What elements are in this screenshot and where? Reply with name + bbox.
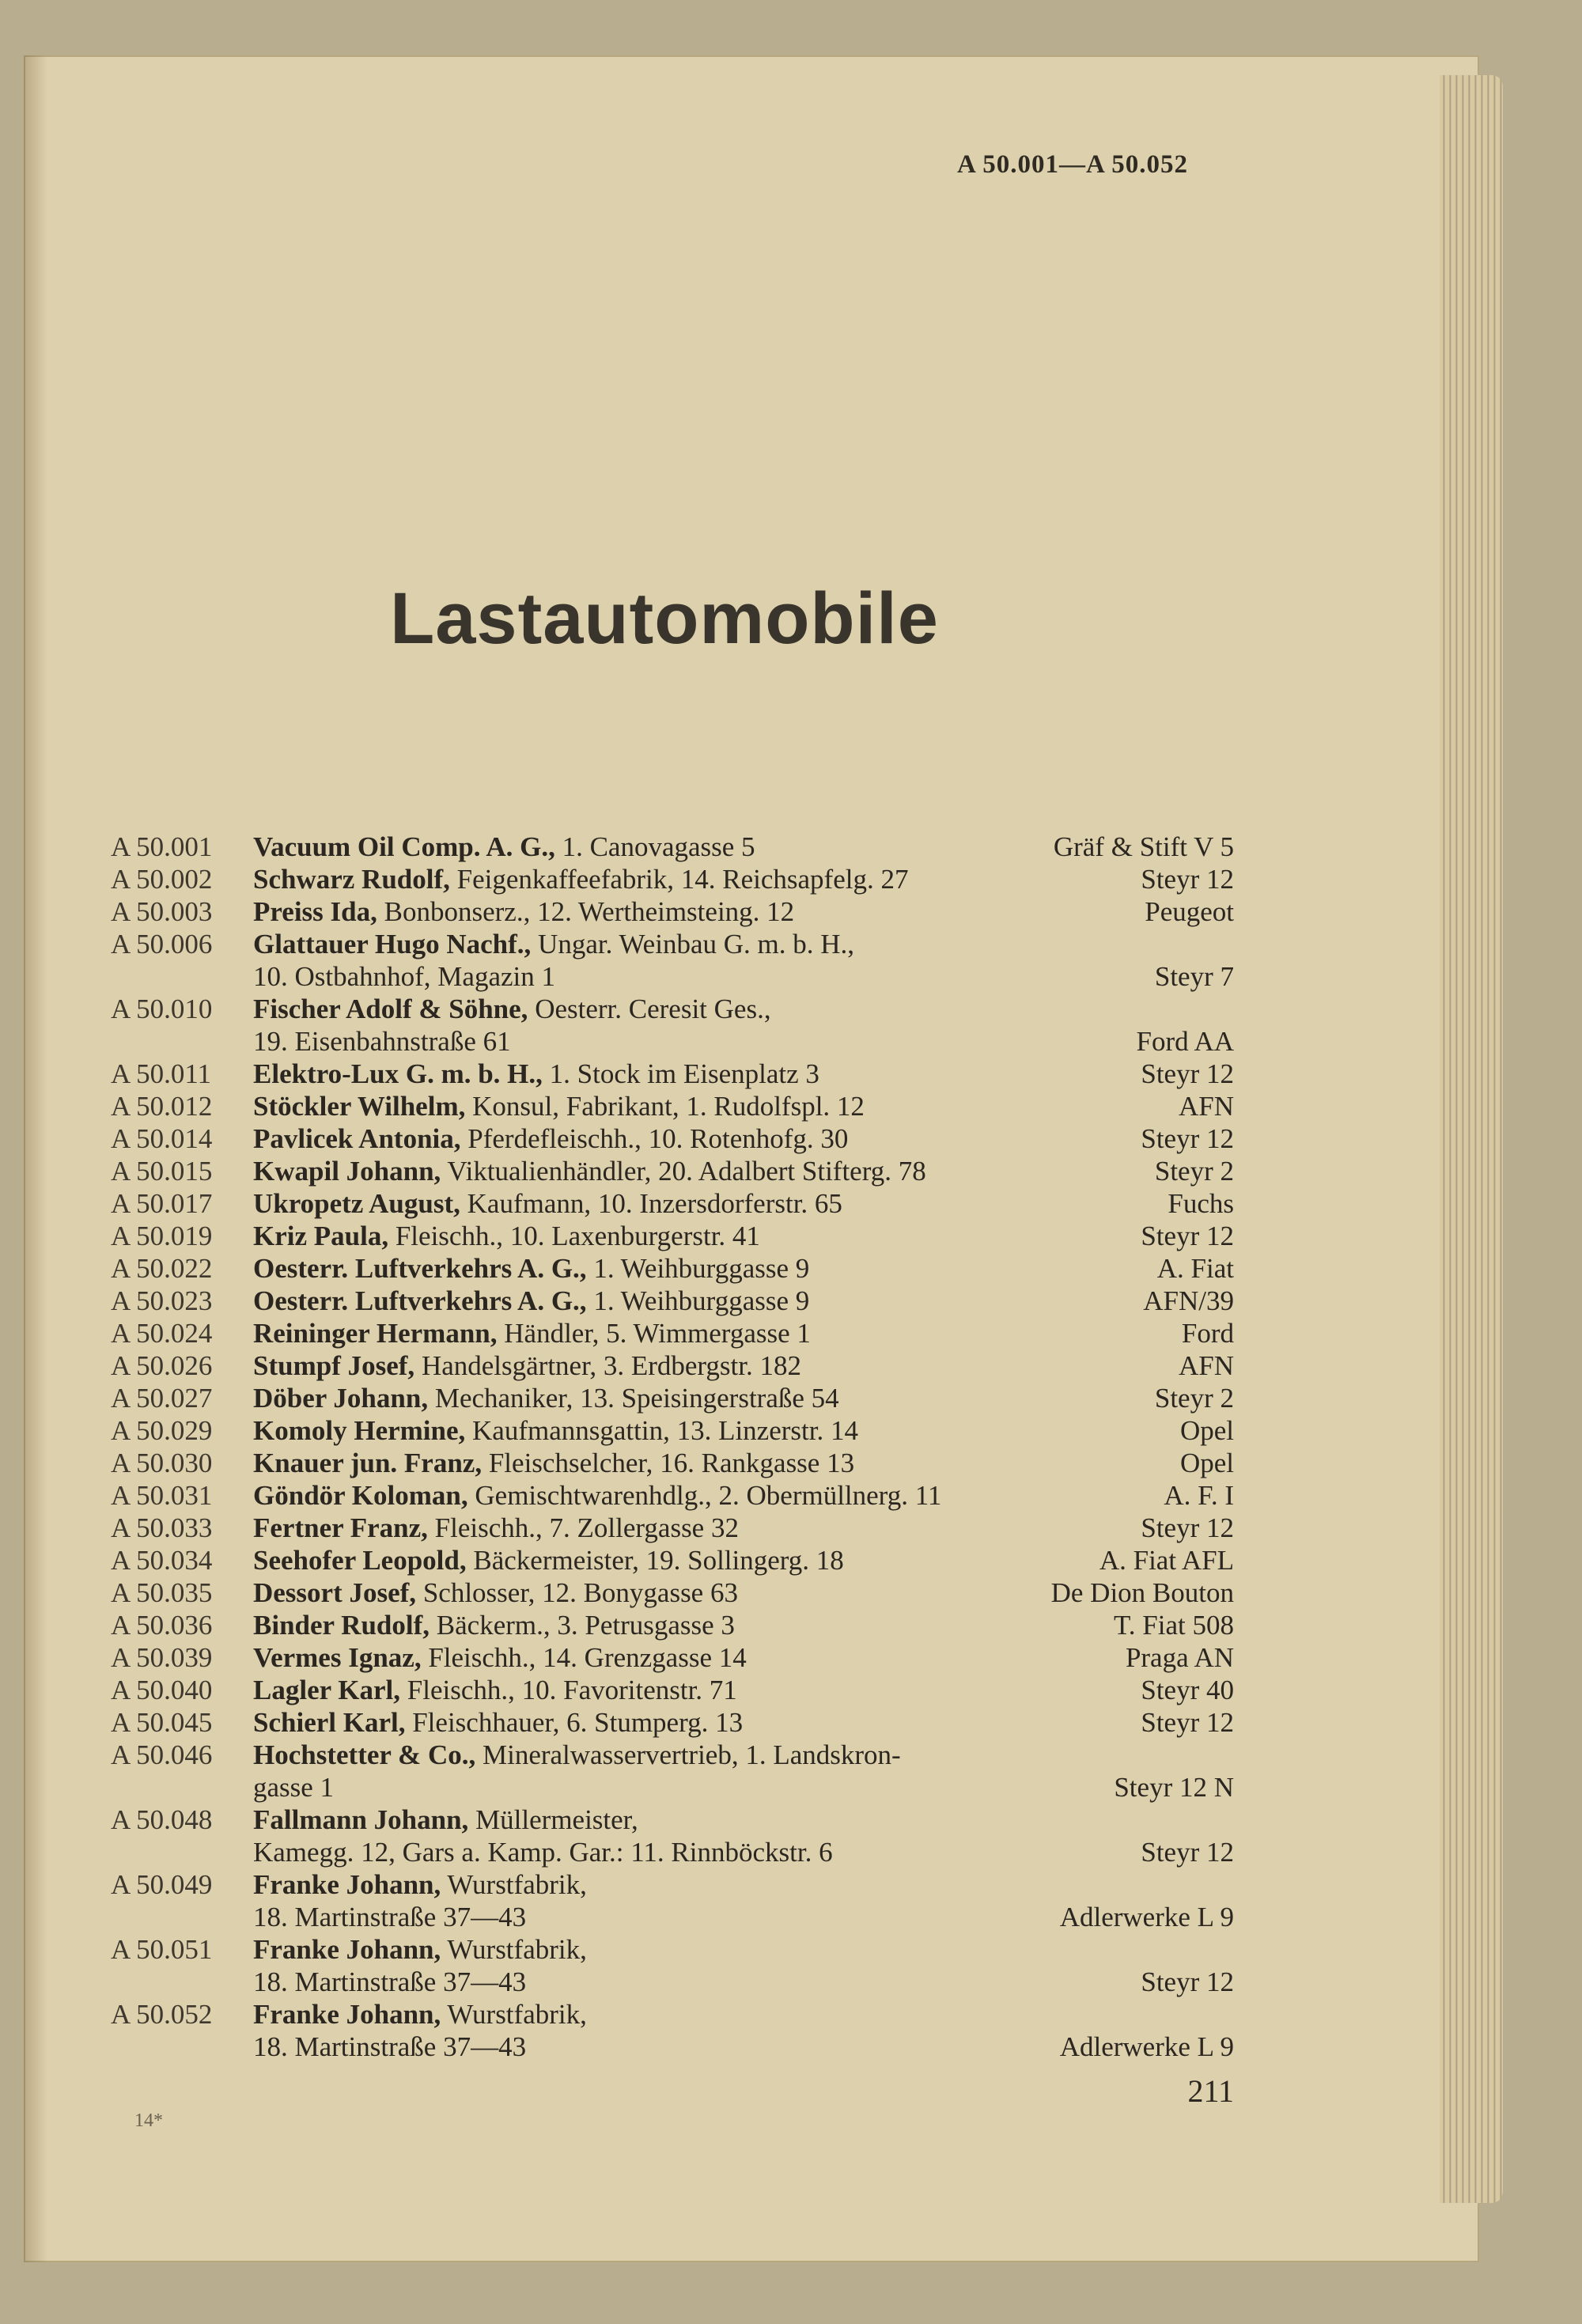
owner-details: 1. Stock im Eisenplatz 3 bbox=[542, 1058, 819, 1089]
registration-number: A 50.015 bbox=[111, 1156, 213, 1187]
registration-number bbox=[111, 960, 253, 993]
folio-mark: 14* bbox=[134, 2110, 163, 2131]
page-number: 211 bbox=[1187, 2073, 1234, 2109]
owner-entry bbox=[253, 1382, 1142, 1414]
vehicle-make: Steyr 2 bbox=[1154, 1383, 1234, 1414]
registration-number: A 50.035 bbox=[111, 1577, 213, 1608]
list-item bbox=[111, 1155, 1234, 1187]
owner-details: Handelsgärtner, 3. Erdbergstr. 182 bbox=[414, 1350, 801, 1381]
owner-name: Stumpf Josef, bbox=[253, 1350, 415, 1381]
registration-number: A 50.052 bbox=[111, 1999, 213, 2030]
vehicle-make: AFN bbox=[1178, 1091, 1234, 1122]
owner-name: Fallmann Johann, bbox=[253, 1804, 469, 1835]
owner-entry bbox=[253, 1706, 1128, 1739]
vehicle-make bbox=[1221, 928, 1234, 960]
list-item bbox=[111, 1025, 1234, 1058]
owner-details: Fleischh., 10. Laxenburgerstr. 41 bbox=[388, 1221, 760, 1251]
page-edges bbox=[1440, 75, 1503, 2203]
owner-entry bbox=[253, 1609, 1101, 1641]
owner-entry bbox=[253, 1674, 1128, 1706]
list-item bbox=[111, 1739, 1234, 1771]
owner-details: Pferdefleischh., 10. Rotenhofg. 30 bbox=[460, 1123, 849, 1154]
registration-number bbox=[111, 1836, 253, 1868]
vehicle-make: Ford bbox=[1181, 1318, 1234, 1349]
page-title: Lastautomobile bbox=[390, 578, 939, 659]
list-item bbox=[111, 1122, 1234, 1155]
owner-details: Kaufmann, 10. Inzersdorferstr. 65 bbox=[460, 1188, 842, 1219]
owner-entry bbox=[253, 1479, 1151, 1512]
owner-name: Preiss Ida, bbox=[253, 896, 377, 927]
list-item bbox=[111, 1544, 1234, 1576]
owner-name: Elektro-Lux G. m. b. H., bbox=[253, 1058, 543, 1089]
list-item bbox=[111, 1349, 1234, 1382]
list-item bbox=[111, 863, 1234, 895]
owner-name: Schierl Karl, bbox=[253, 1707, 406, 1738]
owner-details: 1. Weihburggasse 9 bbox=[586, 1285, 810, 1316]
list-item bbox=[111, 1609, 1234, 1641]
owner-details: Fleischselcher, 16. Rankgasse 13 bbox=[482, 1448, 855, 1478]
vehicle-make: Steyr 12 bbox=[1141, 1966, 1234, 1997]
list-item bbox=[111, 1641, 1234, 1674]
vehicle-make: T. Fiat 508 bbox=[1114, 1610, 1234, 1641]
vehicle-make bbox=[1221, 1804, 1234, 1836]
registration-number: A 50.011 bbox=[111, 1058, 212, 1089]
owner-entry bbox=[253, 863, 1128, 895]
owner-entry bbox=[253, 1155, 1142, 1187]
registration-number: A 50.033 bbox=[111, 1512, 213, 1543]
owner-details: 10. Ostbahnhof, Magazin 1 bbox=[253, 961, 556, 992]
list-item bbox=[111, 1285, 1234, 1317]
registration-number bbox=[111, 1966, 253, 1998]
registration-number bbox=[111, 1025, 253, 1058]
vehicle-make: AFN bbox=[1178, 1350, 1234, 1381]
owner-name: Ukropetz August, bbox=[253, 1188, 460, 1219]
owner-details: Fleischh., 14. Grenzgasse 14 bbox=[421, 1642, 747, 1673]
registration-number: A 50.002 bbox=[111, 864, 213, 895]
owner-details: Gemischtwarenhdlg., 2. Obermüllnerg. 11 bbox=[467, 1480, 942, 1511]
registration-number: A 50.012 bbox=[111, 1091, 213, 1122]
vehicle-make: Steyr 12 bbox=[1141, 1221, 1234, 1251]
owner-entry bbox=[253, 928, 1221, 960]
registration-number: A 50.048 bbox=[111, 1804, 213, 1835]
list-item bbox=[111, 1706, 1234, 1739]
vehicle-make: Steyr 12 bbox=[1141, 1058, 1234, 1089]
vehicle-make: Opel bbox=[1179, 1448, 1234, 1478]
vehicle-make bbox=[1221, 1998, 1234, 2031]
owner-name: Kriz Paula, bbox=[253, 1221, 389, 1251]
owner-name: Vacuum Oil Comp. A. G., bbox=[253, 831, 555, 862]
owner-details: Konsul, Fabrikant, 1. Rudolfspl. 12 bbox=[465, 1091, 865, 1122]
owner-entry bbox=[253, 1576, 1039, 1609]
vehicle-make: Praga AN bbox=[1125, 1642, 1234, 1673]
list-item bbox=[111, 1512, 1234, 1544]
owner-entry bbox=[253, 895, 1132, 928]
owner-details: Müllermeister, bbox=[468, 1804, 638, 1835]
owner-entry bbox=[253, 1220, 1128, 1252]
vehicle-make bbox=[1221, 1933, 1234, 1966]
owner-details: Schlosser, 12. Bonygasse 63 bbox=[416, 1577, 738, 1608]
owner-details: Fleischh., 10. Favoritenstr. 71 bbox=[400, 1675, 737, 1705]
owner-entry bbox=[253, 1122, 1128, 1155]
registration-number: A 50.017 bbox=[111, 1188, 213, 1219]
owner-entry bbox=[253, 1025, 1124, 1058]
owner-entry bbox=[253, 993, 1221, 1025]
vehicle-make: Steyr 12 bbox=[1141, 1707, 1234, 1738]
owner-entry bbox=[253, 1836, 1128, 1868]
owner-details: Feigenkaffeefabrik, 14. Reichsapfelg. 27 bbox=[449, 864, 909, 895]
owner-details: Kamegg. 12, Gars a. Kamp. Gar.: 11. Rinnböckstr. 6 bbox=[253, 1837, 833, 1868]
registration-number: A 50.014 bbox=[111, 1123, 213, 1154]
vehicle-make: AFN/39 bbox=[1143, 1285, 1234, 1316]
list-item bbox=[111, 831, 1234, 863]
owner-entry bbox=[253, 960, 1142, 993]
list-item bbox=[111, 1868, 1234, 1901]
registration-number: A 50.045 bbox=[111, 1707, 213, 1738]
owner-entry bbox=[253, 1901, 1047, 1933]
owner-details: Wurstfabrik, bbox=[441, 1869, 587, 1900]
registration-number: A 50.046 bbox=[111, 1739, 213, 1770]
owner-name: Schwarz Rudolf, bbox=[253, 864, 450, 895]
owner-details: Fleischh., 7. Zollergasse 32 bbox=[427, 1512, 739, 1543]
list-item bbox=[111, 1804, 1234, 1836]
owner-details: 18. Martinstraße 37—43 bbox=[253, 2031, 527, 2062]
owner-name: Franke Johann, bbox=[253, 1999, 441, 2030]
owner-name: Komoly Hermine, bbox=[253, 1415, 466, 1446]
vehicle-make: De Dion Bouton bbox=[1050, 1577, 1234, 1608]
owner-details: Bonbonserz., 12. Wertheimsteing. 12 bbox=[377, 896, 795, 927]
owner-entry bbox=[253, 1252, 1145, 1285]
registration-number: A 50.051 bbox=[111, 1934, 213, 1965]
list-item bbox=[111, 1090, 1234, 1122]
owner-details: 18. Martinstraße 37—43 bbox=[253, 1966, 527, 1997]
gutter-shadow bbox=[24, 55, 47, 2262]
owner-name: Oesterr. Luftverkehrs A. G., bbox=[253, 1253, 587, 1284]
list-item bbox=[111, 2031, 1234, 2063]
list-item bbox=[111, 1998, 1234, 2031]
registration-number: A 50.034 bbox=[111, 1545, 213, 1576]
vehicle-make: Steyr 12 bbox=[1141, 1123, 1234, 1154]
owner-details: gasse 1 bbox=[253, 1772, 335, 1803]
owner-details: 18. Martinstraße 37—43 bbox=[253, 1902, 527, 1932]
vehicle-make: Ford AA bbox=[1136, 1026, 1234, 1057]
registration-number: A 50.030 bbox=[111, 1448, 213, 1478]
list-item bbox=[111, 1966, 1234, 1998]
owner-entry bbox=[253, 1317, 1169, 1349]
registration-number: A 50.039 bbox=[111, 1642, 213, 1673]
registration-number bbox=[111, 2031, 253, 2063]
vehicle-make: Adlerwerke L 9 bbox=[1059, 1902, 1234, 1932]
vehicle-make bbox=[1221, 1868, 1234, 1901]
registration-number: A 50.036 bbox=[111, 1610, 213, 1641]
owner-name: Hochstetter & Co., bbox=[253, 1739, 476, 1770]
owner-details: Kaufmannsgattin, 13. Linzerstr. 14 bbox=[465, 1415, 858, 1446]
list-item bbox=[111, 1252, 1234, 1285]
owner-details: Mineralwasservertrieb, 1. Landskron- bbox=[475, 1739, 901, 1770]
owner-details: Wurstfabrik, bbox=[441, 1999, 587, 2030]
owner-entry bbox=[253, 1998, 1221, 2031]
registration-number: A 50.029 bbox=[111, 1415, 213, 1446]
vehicle-make: Steyr 40 bbox=[1141, 1675, 1234, 1705]
owner-entry bbox=[253, 1966, 1128, 1998]
owner-entry bbox=[253, 1187, 1155, 1220]
vehicle-make: Steyr 2 bbox=[1154, 1156, 1234, 1187]
registration-number: A 50.010 bbox=[111, 994, 213, 1024]
vehicle-make: Steyr 12 bbox=[1141, 864, 1234, 895]
list-item bbox=[111, 928, 1234, 960]
vehicle-make: A. F. I bbox=[1164, 1480, 1234, 1511]
list-item bbox=[111, 1317, 1234, 1349]
owner-name: Göndör Koloman, bbox=[253, 1480, 468, 1511]
owner-name: Fertner Franz, bbox=[253, 1512, 428, 1543]
vehicle-make bbox=[1221, 993, 1234, 1025]
owner-name: Dessort Josef, bbox=[253, 1577, 417, 1608]
owner-name: Glattauer Hugo Nachf., bbox=[253, 929, 532, 960]
owner-details: Fleischhauer, 6. Stumperg. 13 bbox=[405, 1707, 744, 1738]
owner-name: Oesterr. Luftverkehrs A. G., bbox=[253, 1285, 587, 1316]
owner-details: 19. Eisenbahnstraße 61 bbox=[253, 1026, 511, 1057]
list-item bbox=[111, 1187, 1234, 1220]
vehicle-make: A. Fiat bbox=[1156, 1253, 1234, 1284]
registration-number: A 50.006 bbox=[111, 929, 213, 960]
vehicle-make: Steyr 7 bbox=[1154, 961, 1234, 992]
owner-details: 1. Weihburggasse 9 bbox=[586, 1253, 810, 1284]
owner-name: Seehofer Leopold, bbox=[253, 1545, 467, 1576]
owner-entry bbox=[253, 1933, 1221, 1966]
list-item bbox=[111, 1382, 1234, 1414]
vehicle-make: Gräf & Stift V 5 bbox=[1053, 831, 1234, 862]
owner-name: Lagler Karl, bbox=[253, 1675, 400, 1705]
owner-entry bbox=[253, 831, 1041, 863]
vehicle-make: Steyr 12 N bbox=[1114, 1772, 1234, 1803]
list-item bbox=[111, 1447, 1234, 1479]
owner-entry bbox=[253, 1285, 1130, 1317]
vehicle-make: A. Fiat AFL bbox=[1099, 1545, 1234, 1576]
list-item bbox=[111, 895, 1234, 928]
list-item bbox=[111, 1479, 1234, 1512]
list-item bbox=[111, 1771, 1234, 1804]
owner-details: 1. Canovagasse 5 bbox=[554, 831, 755, 862]
owner-entry bbox=[253, 2031, 1047, 2063]
list-item bbox=[111, 1414, 1234, 1447]
owner-name: Kwapil Johann, bbox=[253, 1156, 441, 1187]
vehicle-make: Adlerwerke L 9 bbox=[1059, 2031, 1234, 2062]
owner-entry bbox=[253, 1641, 1113, 1674]
registration-number: A 50.040 bbox=[111, 1675, 213, 1705]
list-item bbox=[111, 1901, 1234, 1933]
owner-entry bbox=[253, 1804, 1221, 1836]
list-item bbox=[111, 1933, 1234, 1966]
list-item bbox=[111, 1576, 1234, 1609]
owner-name: Vermes Ignaz, bbox=[253, 1642, 422, 1673]
running-head: A 50.001—A 50.052 bbox=[957, 150, 1189, 179]
registration-number: A 50.019 bbox=[111, 1221, 213, 1251]
owner-name: Knauer jun. Franz, bbox=[253, 1448, 483, 1478]
owner-details: Händler, 5. Wimmergasse 1 bbox=[497, 1318, 811, 1349]
registration-number: A 50.049 bbox=[111, 1869, 213, 1900]
owner-entry bbox=[253, 1058, 1128, 1090]
owner-entry bbox=[253, 1771, 1101, 1804]
owner-details: Wurstfabrik, bbox=[441, 1934, 587, 1965]
owner-name: Stöckler Wilhelm, bbox=[253, 1091, 466, 1122]
list-item bbox=[111, 1836, 1234, 1868]
owner-name: Pavlicek Antonia, bbox=[253, 1123, 461, 1154]
vehicle-make bbox=[1221, 1739, 1234, 1771]
registration-number bbox=[111, 1901, 253, 1933]
owner-details: Ungar. Weinbau G. m. b. H., bbox=[531, 929, 855, 960]
list-item bbox=[111, 993, 1234, 1025]
owner-name: Döber Johann, bbox=[253, 1383, 429, 1414]
owner-name: Fischer Adolf & Söhne, bbox=[253, 994, 528, 1024]
list-item bbox=[111, 1058, 1234, 1090]
list-item bbox=[111, 960, 1234, 993]
owner-entry bbox=[253, 1739, 1221, 1771]
owner-entry bbox=[253, 1868, 1221, 1901]
registration-number: A 50.026 bbox=[111, 1350, 213, 1381]
list-item bbox=[111, 1674, 1234, 1706]
registration-number: A 50.024 bbox=[111, 1318, 213, 1349]
owner-details: Oesterr. Ceresit Ges., bbox=[528, 994, 771, 1024]
owner-name: Franke Johann, bbox=[253, 1869, 441, 1900]
owner-name: Franke Johann, bbox=[253, 1934, 441, 1965]
registration-number bbox=[111, 1771, 253, 1804]
vehicle-make: Opel bbox=[1179, 1415, 1234, 1446]
registration-list bbox=[111, 831, 1234, 2063]
vehicle-make: Fuchs bbox=[1168, 1188, 1234, 1219]
registration-number: A 50.027 bbox=[111, 1383, 213, 1414]
registration-number: A 50.001 bbox=[111, 831, 213, 862]
owner-entry bbox=[253, 1090, 1166, 1122]
registration-number: A 50.003 bbox=[111, 896, 213, 927]
owner-entry bbox=[253, 1447, 1168, 1479]
owner-entry bbox=[253, 1349, 1166, 1382]
owner-entry bbox=[253, 1414, 1168, 1447]
vehicle-make: Steyr 12 bbox=[1141, 1512, 1234, 1543]
registration-number: A 50.031 bbox=[111, 1480, 213, 1511]
list-item bbox=[111, 1220, 1234, 1252]
vehicle-make: Steyr 12 bbox=[1141, 1837, 1234, 1868]
registration-number: A 50.022 bbox=[111, 1253, 213, 1284]
vehicle-make: Peugeot bbox=[1145, 896, 1234, 927]
owner-details: Viktualienhändler, 20. Adalbert Stifterg. 78 bbox=[441, 1156, 926, 1187]
owner-details: Mechaniker, 13. Speisingerstraße 54 bbox=[428, 1383, 839, 1414]
owner-name: Binder Rudolf, bbox=[253, 1610, 430, 1641]
registration-number: A 50.023 bbox=[111, 1285, 213, 1316]
owner-entry bbox=[253, 1512, 1128, 1544]
owner-entry bbox=[253, 1544, 1087, 1576]
owner-name: Reininger Hermann, bbox=[253, 1318, 498, 1349]
owner-details: Bäckermeister, 19. Sollingerg. 18 bbox=[466, 1545, 844, 1576]
owner-details: Bäckerm., 3. Petrusgasse 3 bbox=[430, 1610, 735, 1641]
